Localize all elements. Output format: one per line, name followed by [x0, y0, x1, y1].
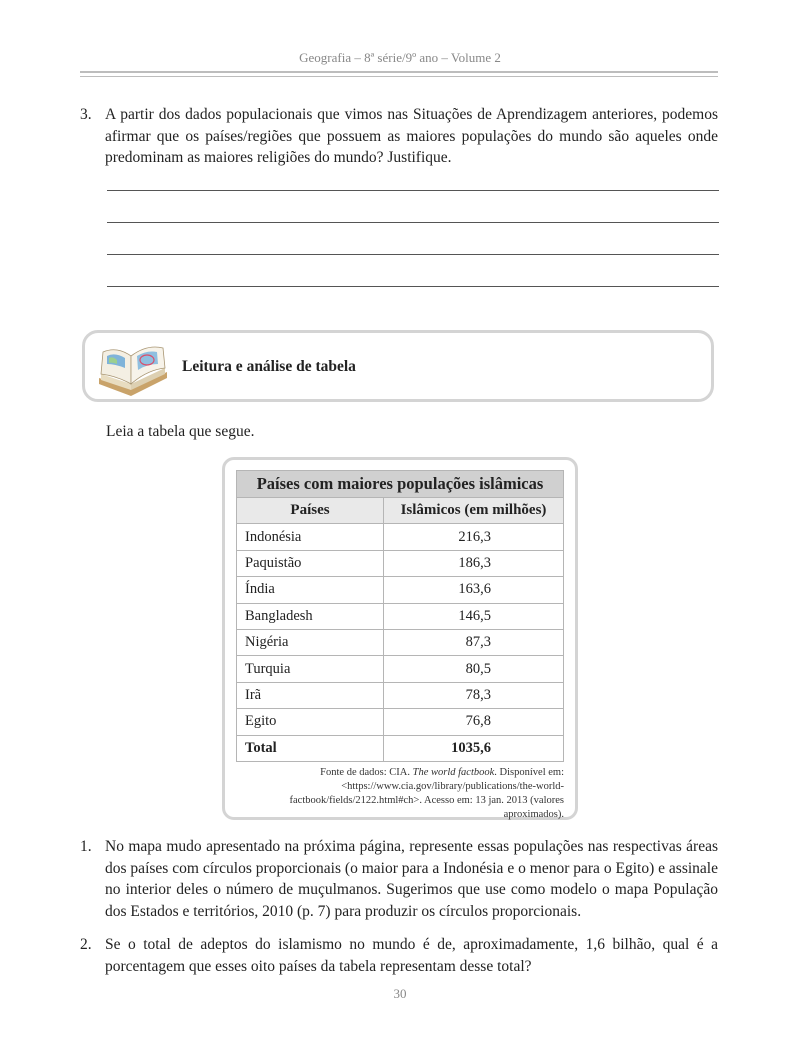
table-row: [237, 656, 564, 682]
question-number: 1.: [80, 838, 92, 855]
section-title: Leitura e análise de tabela: [182, 358, 356, 375]
country-cell: Bangladesh: [237, 603, 384, 629]
table-row: [237, 524, 564, 550]
country-cell: Paquistão: [237, 550, 384, 576]
running-header: Geografia – 8ª série/9º ano – Volume 2: [299, 50, 501, 65]
total-label: Total: [237, 735, 384, 761]
question-text: Se o total de adeptos do islamismo no mundo é de, aproximadamente, 1,6 bilhão, qual é a porcentagem que esses oito países da tabela representam desse total?: [105, 936, 718, 975]
question-text: A partir dos dados populacionais que vimos nas Situações de Aprendizagem anteriores, podemos afirmar que os países/regiões que possuem as maiores populações do mundo são aqueles onde predominam as maiores religiões do mundo? Justifique.: [105, 106, 718, 166]
answer-line[interactable]: [107, 222, 719, 223]
question-3: [80, 104, 718, 169]
answer-line[interactable]: [107, 190, 719, 191]
table-row: [237, 709, 564, 735]
value-cell: 78,3: [384, 682, 564, 708]
source-work-title: The world factbook: [412, 767, 495, 778]
table-row: [237, 682, 564, 708]
total-value: 1035,6: [384, 735, 564, 761]
section-banner: [82, 330, 714, 402]
column-header: Islâmicos (em milhões): [384, 498, 564, 524]
value-cell: 146,5: [384, 603, 564, 629]
intro-text: Leia a tabela que segue.: [106, 423, 255, 440]
country-cell: Nigéria: [237, 629, 384, 655]
country-cell: Irã: [237, 682, 384, 708]
value-cell: 80,5: [384, 656, 564, 682]
country-cell: Egito: [237, 709, 384, 735]
open-book-icon: [95, 338, 171, 398]
table-row: [237, 603, 564, 629]
value-cell: 87,3: [384, 629, 564, 655]
answer-line[interactable]: [107, 286, 719, 287]
header-rule: [80, 71, 718, 73]
country-cell: Indonésia: [237, 524, 384, 550]
table-source: [236, 766, 564, 822]
header-rule-thin: [80, 76, 718, 77]
value-cell: 186,3: [384, 550, 564, 576]
table-title: Países com maiores populações islâmicas: [237, 471, 564, 498]
table-total-row: [237, 735, 564, 761]
source-suffix: . Disponível em: <https://www.cia.gov/library/publications/the-world-factbook/fields/2122.html#ch>. Acesso em: 13 jan. 2013 (valores aproximados).: [289, 767, 564, 820]
question-text: No mapa mudo apresentado na próxima página, represente essas populações nas respectivas áreas dos países com círculos proporcionais (o maior para a Indonésia e o menor para o Egito) e assinale no interior deles o número de muçulmanos. Sugerimos que use como modelo o mapa População dos Estados e territórios, 2010 (p. 7) para produzir os círculos proporcionais.: [105, 838, 718, 920]
page-number: 30: [393, 986, 407, 1001]
value-cell: 76,8: [384, 709, 564, 735]
question-number: 2.: [80, 936, 92, 953]
value-cell: 216,3: [384, 524, 564, 550]
answer-line[interactable]: [107, 254, 719, 255]
question-1: [80, 836, 718, 922]
table-row: [237, 550, 564, 576]
country-cell: Índia: [237, 577, 384, 603]
source-prefix: Fonte de dados: CIA.: [320, 767, 413, 778]
country-cell: Turquia: [237, 656, 384, 682]
column-header: Países: [237, 498, 384, 524]
table-row: [237, 629, 564, 655]
question-2: [80, 934, 718, 977]
table-row: [237, 577, 564, 603]
value-cell: 163,6: [384, 577, 564, 603]
muslim-population-table: [236, 470, 564, 762]
question-number: 3.: [80, 106, 92, 123]
